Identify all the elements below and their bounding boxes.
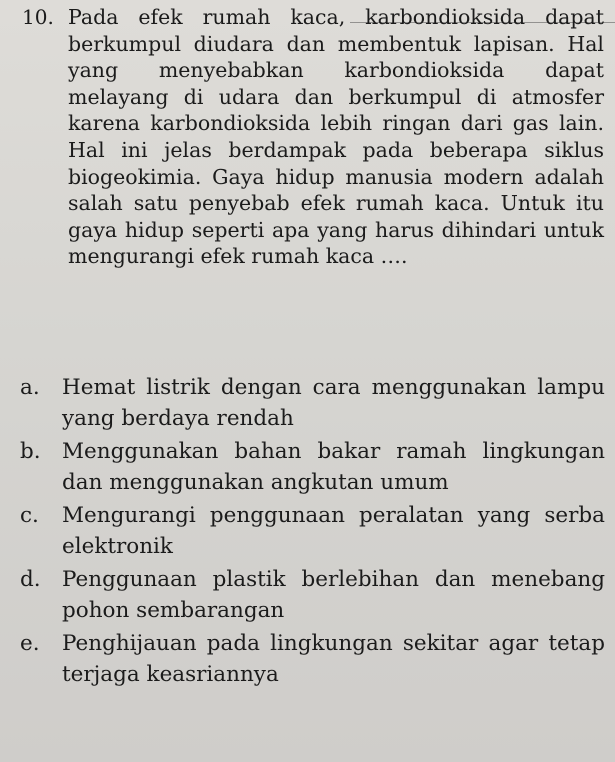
question-number: 10. xyxy=(22,5,54,29)
option-e[interactable] xyxy=(0,628,615,690)
option-a[interactable] xyxy=(0,372,615,434)
option-letter: d. xyxy=(20,567,41,592)
option-text: Hemat listrik dengan cara menggunakan lampu yang berdaya rendah xyxy=(62,375,605,431)
option-letter: c. xyxy=(20,503,39,528)
option-text: Penggunaan plastik berlebihan dan menebang pohon sembarangan xyxy=(62,567,605,623)
option-text: Menggunakan bahan bakar ramah lingkungan dan menggunakan angkutan umum xyxy=(62,439,605,495)
option-b[interactable] xyxy=(0,436,615,498)
option-text: Penghijauan pada lingkungan sekitar agar tetap terjaga keasriannya xyxy=(62,631,605,687)
answer-options xyxy=(0,372,615,692)
option-letter: b. xyxy=(20,439,41,464)
question-stem: Pada efek rumah kaca, karbondioksida dapat berkumpul diudara dan membentuk lapisan. Hal yang menyebabkan karbondioksida dapat melayang di udara dan berkumpul di atmosfer karena karbondioksida lebih ringan dari gas lain. Hal ini jelas berdampak pada beberapa siklus biogeokimia. Gaya hidup manusia modern adalah salah satu penyebab efek rumah kaca. Untuk itu gaya hidup seperti apa yang harus dihindari untuk mengurangi efek rumah kaca …. xyxy=(68,5,604,269)
option-d[interactable] xyxy=(0,564,615,626)
option-c[interactable] xyxy=(0,500,615,562)
option-letter: a. xyxy=(20,375,40,400)
option-text: Mengurangi penggunaan peralatan yang serba elektronik xyxy=(62,503,605,559)
option-letter: e. xyxy=(20,631,40,656)
